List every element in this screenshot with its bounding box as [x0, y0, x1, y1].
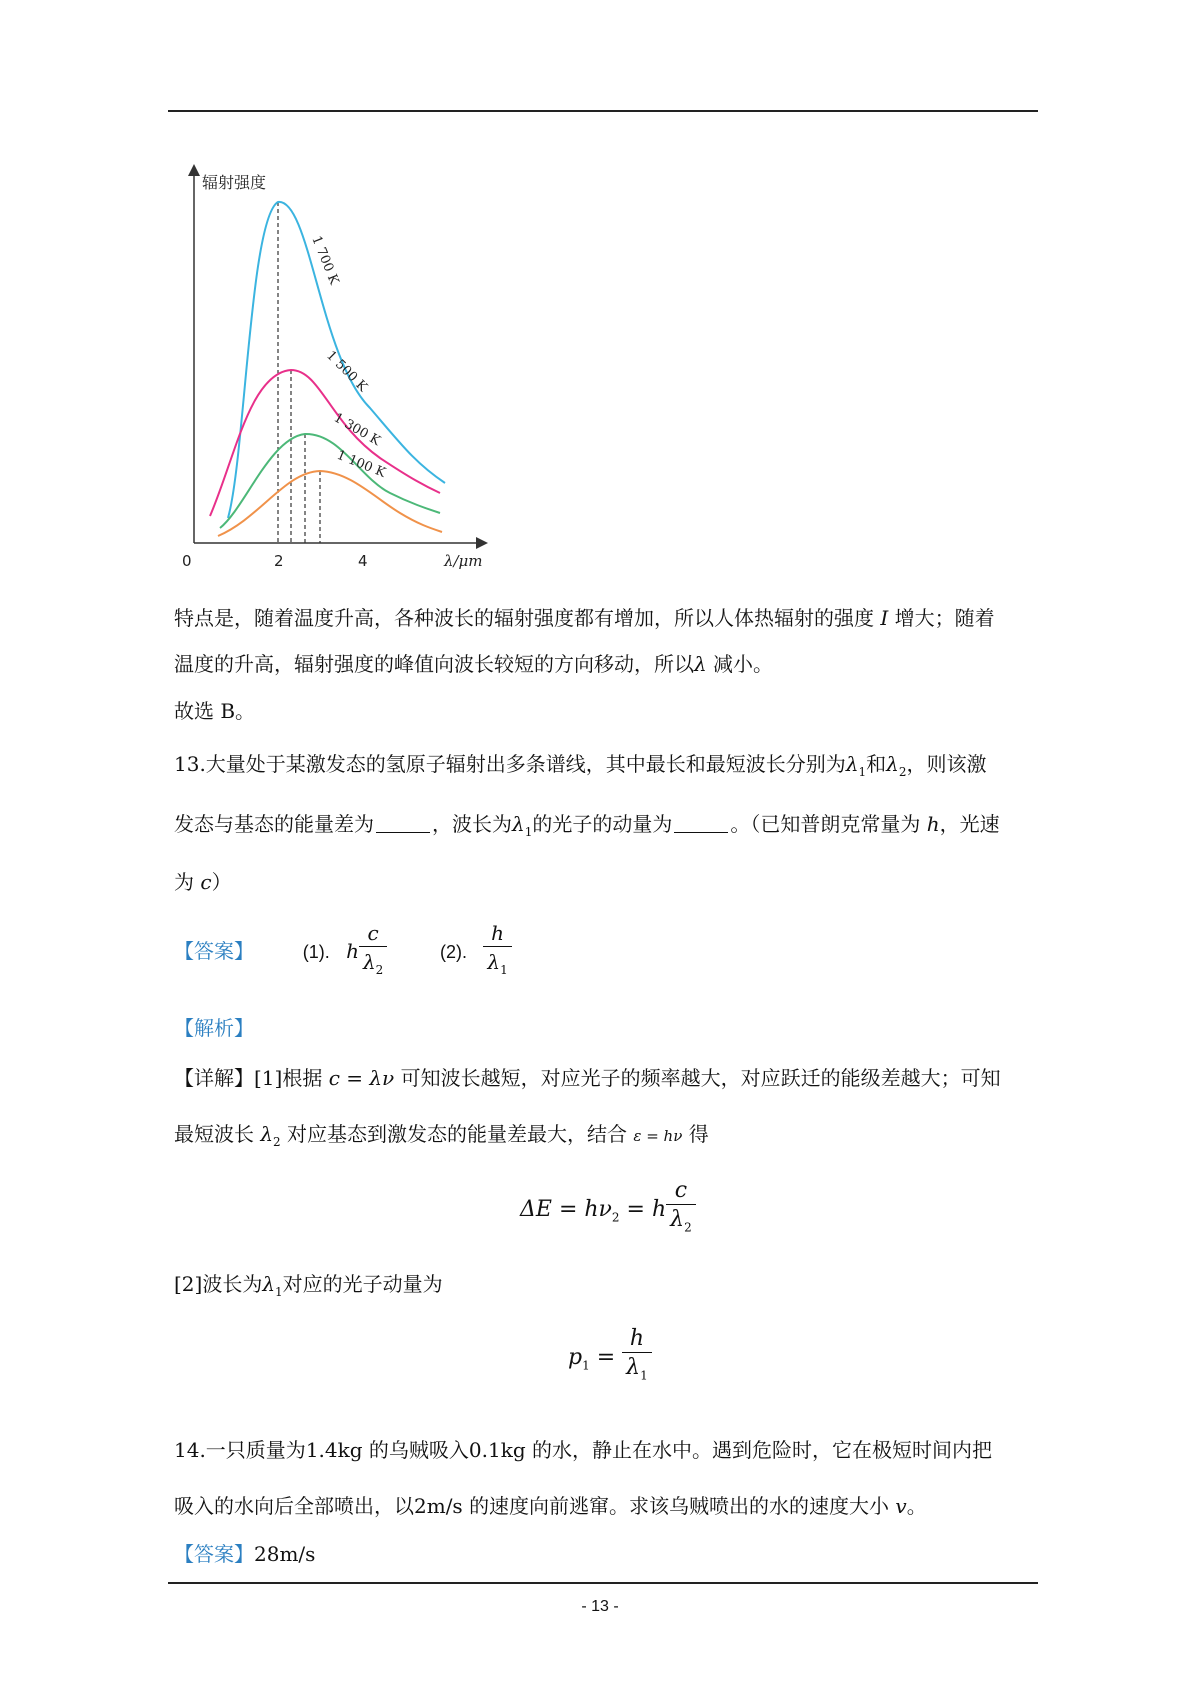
- footer-rule: [168, 1582, 1038, 1584]
- q13-line-3: 为 c）: [174, 870, 232, 894]
- curve-1100K: [218, 471, 442, 536]
- x-tick-4: 4: [358, 552, 368, 570]
- para-1-line-2: 温度的升高，辐射强度的峰值向波长较短的方向移动，所以λ 减小。: [174, 652, 774, 676]
- page-number: - 13 -: [581, 1598, 619, 1615]
- x-axis-label: λ/μm: [444, 552, 483, 570]
- q13-line-1: 13.大量处于某激发态的氢原子辐射出多条谱线，其中最长和最短波长分别为$\lambda_1$和$\lambda_2$，则该激: [174, 752, 987, 779]
- label-1700K: 1 700 K: [308, 233, 342, 287]
- answer-tag: 【答案】: [174, 939, 254, 963]
- y-axis-label: 辐射强度: [202, 173, 267, 192]
- detail-line-3: [2]波长为$\lambda_1$对应的光子动量为: [174, 1272, 443, 1299]
- para-1-line-1: 特点是，随着温度升高，各种波长的辐射强度都有增加，所以人体热辐射的强度 I 增大；随着: [174, 606, 995, 630]
- detail-line-2: 最短波长 $\lambda_2$ 对应基态到激发态的能量差最大，结合 ε = hν 得: [174, 1122, 709, 1149]
- x-tick-0: 0: [182, 552, 192, 570]
- label-1500K: 1 500 K: [323, 348, 370, 395]
- q14-line-2: 吸入的水向后全部喷出，以2m/s 的速度向前逃窜。求该乌贼喷出的水的速度大小 v。: [174, 1494, 927, 1518]
- label-1100K: 1 100 K: [334, 447, 388, 481]
- x-tick-2: 2: [274, 552, 284, 570]
- answer-blank-1: [376, 832, 430, 833]
- answer-blank-2: [674, 832, 728, 833]
- q13-line-2: 发态与基态的能量差为 ，波长为$\lambda_1$的光子的动量为 。（已知普朗克常量为 h，光速: [174, 812, 1000, 839]
- answer-2-fraction: $\frac{h}{\lambda_1}$: [483, 920, 511, 985]
- analysis-tag: 【解析】: [174, 1016, 254, 1040]
- answer-13: 【答案】 (1). h $\frac{c}{\lambda_2}$ (2). $\frac{h}{\lambda_1}$: [174, 920, 512, 985]
- answer-14: 【答案】28m/s: [174, 1542, 316, 1566]
- answer-1-fraction: $\frac{c}{\lambda_2}$: [359, 920, 387, 985]
- equation-delta-e: $\Delta E = h\nu_2 = h$ $\frac{c}{\lambda_2}$: [520, 1178, 696, 1242]
- header-rule: [168, 110, 1038, 112]
- equation-momentum: $p_1$ = $\frac{h}{\lambda_1}$: [568, 1326, 652, 1390]
- radiation-chart: [150, 158, 500, 572]
- para-2: 故选 B。: [174, 699, 256, 723]
- detail-line-1: 【详解】[1]根据 c = λν 可知波长越短，对应光子的频率越大，对应跃迁的能级差越大；可知: [174, 1066, 1001, 1090]
- label-1300K: 1 300 K: [331, 410, 383, 449]
- q14-line-1: 14.一只质量为1.4kg 的乌贼吸入0.1kg 的水，静止在水中。遇到危险时，它在极短时间内把: [174, 1438, 992, 1462]
